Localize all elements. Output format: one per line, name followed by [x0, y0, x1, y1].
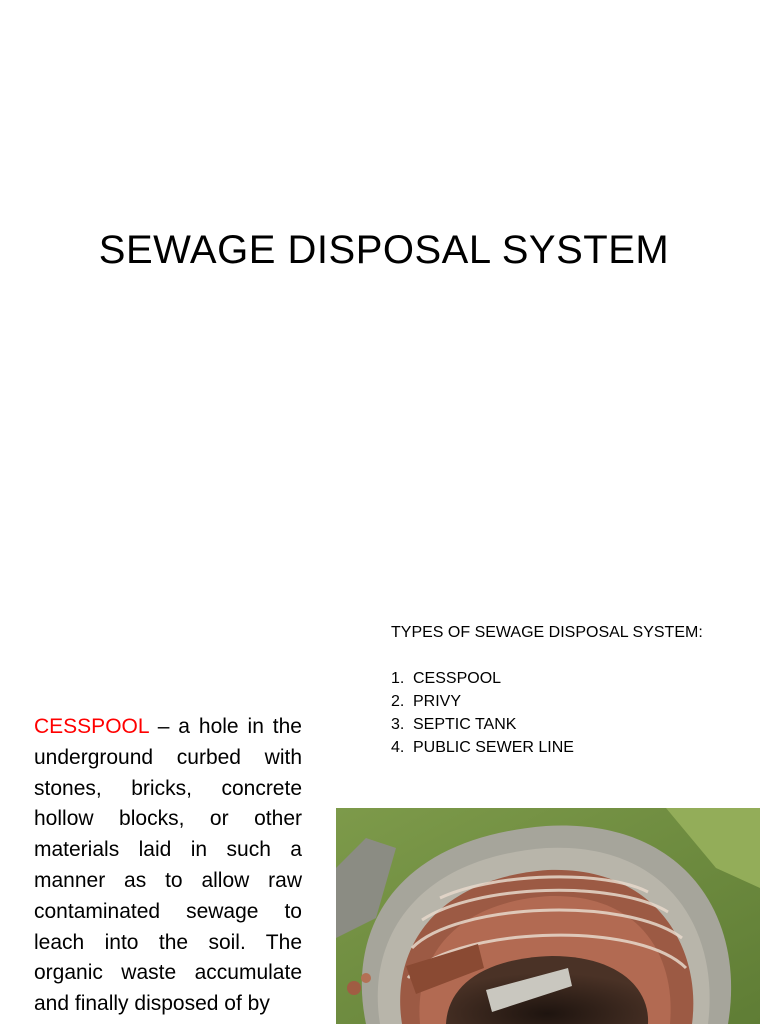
list-item	[391, 690, 703, 713]
cesspool-term: CESSPOOL	[34, 715, 149, 738]
types-heading: TYPES OF SEWAGE DISPOSAL SYSTEM:	[391, 624, 703, 641]
types-list-block	[391, 621, 703, 759]
types-list	[391, 667, 703, 759]
list-item	[391, 667, 703, 690]
list-item	[391, 736, 703, 759]
list-item-label: CESSPOOL	[413, 670, 502, 687]
list-item-label: PRIVY	[413, 693, 462, 710]
cesspool-definition-paragraph	[34, 712, 302, 1020]
slide-title: SEWAGE DISPOSAL SYSTEM	[98, 228, 670, 272]
content-slide	[0, 576, 768, 1024]
list-item-number: 2.	[391, 693, 405, 710]
list-item-number: 1.	[391, 670, 405, 687]
list-item-label: SEPTIC TANK	[413, 716, 517, 733]
list-item-number: 4.	[391, 739, 405, 756]
cesspool-definition: – a hole in the underground curbed with stones, bricks, concrete hollow blocks, or other materials laid in such a manner as to allow raw contaminated sewage to leach into the soil. The organic waste accumulate and finally disposed of by	[34, 715, 302, 1016]
list-item-label: PUBLIC SEWER LINE	[413, 739, 574, 756]
cesspool-photo	[336, 808, 760, 1024]
list-item-number: 3.	[391, 716, 405, 733]
list-item	[391, 713, 703, 736]
